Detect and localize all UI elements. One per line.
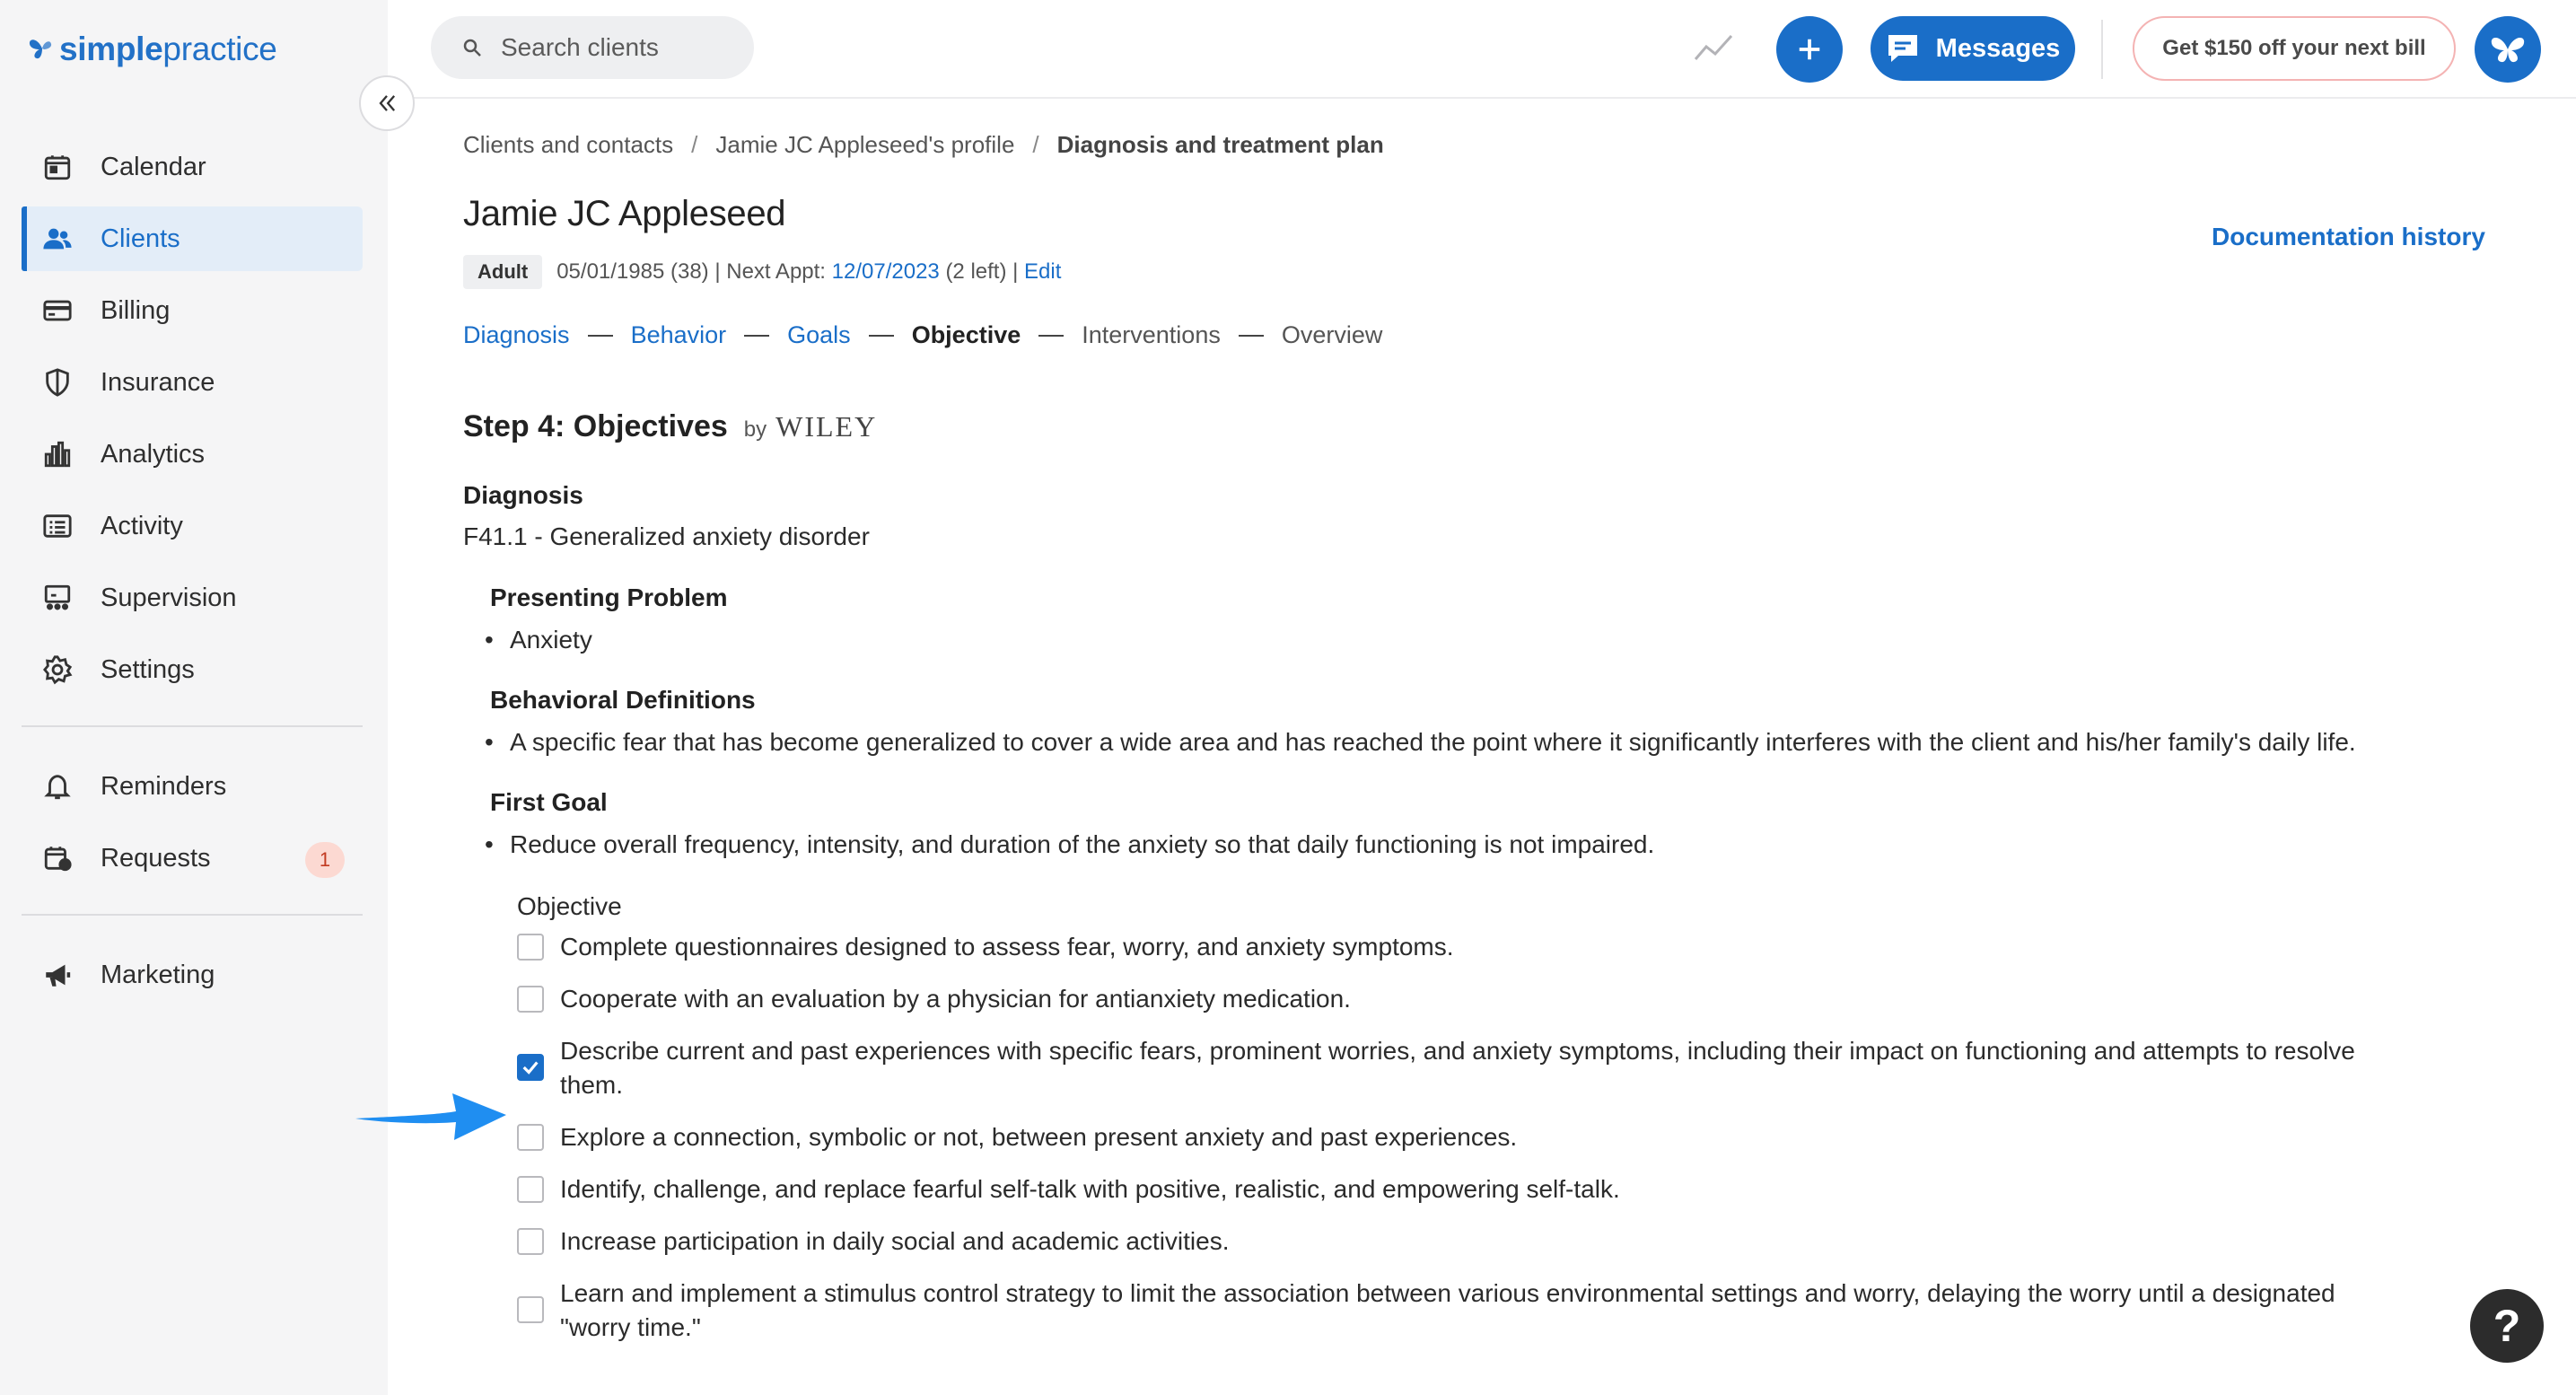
calendar-request-icon (41, 842, 74, 874)
list-item: • Anxiety (510, 623, 2465, 657)
list-item: • A specific fear that has become generalized to cover a wide area and has reached the point where it significantly interferes with the client and his/her family's daily life. (510, 725, 2449, 759)
appointments-remaining: (2 left) | (945, 259, 1019, 284)
objective-checkbox[interactable] (517, 1228, 544, 1255)
messages-label: Messages (1935, 33, 2061, 63)
publisher-logo: WILEY (775, 410, 878, 443)
behavioral-definitions-list (510, 725, 2449, 759)
presenting-problem-list (510, 623, 2465, 657)
requests-count-badge: 1 (305, 842, 345, 878)
bell-icon (41, 770, 74, 803)
credit-card-icon (41, 294, 74, 327)
objective-option-text: Increase participation in daily social and academic activities. (560, 1227, 1230, 1255)
breadcrumb-separator: / (691, 131, 698, 158)
sidebar-item-label: Clients (101, 224, 180, 253)
butterfly-logo-icon (27, 36, 57, 63)
sidebar-item-billing[interactable] (22, 278, 363, 343)
sidebar-item-label: Billing (101, 295, 171, 325)
sidebar-item-label: Supervision (101, 583, 237, 612)
plus-icon (1796, 36, 1823, 63)
sidebar-item-clients[interactable] (22, 206, 363, 271)
objective-option-text: Cooperate with an evaluation by a physician for antianxiety medication. (560, 985, 1351, 1013)
add-button[interactable] (1776, 16, 1843, 83)
promo-button[interactable]: Get $150 off your next bill (2133, 16, 2456, 81)
search-icon (461, 37, 483, 58)
step-separator (1038, 335, 1064, 337)
sidebar-item-label: Marketing (101, 960, 215, 989)
sidebar-item-requests[interactable] (22, 826, 363, 891)
objective-checkbox[interactable] (517, 1296, 544, 1323)
sidebar-item-activity[interactable] (22, 494, 363, 558)
step-goals[interactable]: Goals (787, 321, 851, 348)
sidebar-item-label: Insurance (101, 367, 215, 397)
breadcrumb-clients-link[interactable]: Clients and contacts (463, 131, 674, 158)
client-type-badge: Adult (463, 255, 542, 289)
breadcrumb-profile-link[interactable]: Jamie JC Appleseed's profile (715, 131, 1015, 158)
objective-option-text: Explore a connection, symbolic or not, between present anxiety and past experiences. (560, 1123, 1518, 1151)
objective-option-text: Describe current and past experiences with specific fears, prominent worries, and anxiety symptoms, including their impact on functioning and attempts to resolve them. (560, 1037, 2355, 1099)
first-goal-heading: First Goal (490, 788, 608, 816)
sidebar-divider (22, 914, 363, 916)
breadcrumb (463, 131, 1384, 159)
next-appointment-link[interactable]: 12/07/2023 (831, 259, 940, 284)
sidebar-item-label: Requests (101, 843, 211, 873)
step-separator (869, 335, 894, 337)
chat-bubble-icon (1886, 32, 1920, 65)
topbar-divider (2101, 20, 2103, 79)
step-separator (588, 335, 613, 337)
objective-label: Objective (517, 892, 622, 920)
diagnosis-value: F41.1 - Generalized anxiety disorder (463, 522, 870, 550)
objective-checkbox[interactable] (517, 1176, 544, 1203)
diagnosis-heading: Diagnosis (463, 481, 583, 509)
objective-option[interactable] (517, 982, 2465, 1016)
top-bar (388, 0, 2576, 99)
objective-option[interactable] (517, 1172, 2465, 1206)
documentation-history-link[interactable]: Documentation history (2212, 223, 2485, 250)
step-separator (1239, 335, 1264, 337)
gear-icon (41, 654, 74, 686)
objective-option-text: Identify, challenge, and replace fearful self-talk with positive, realistic, and empowering self-talk. (560, 1175, 1620, 1203)
step-diagnosis[interactable]: Diagnosis (463, 321, 570, 348)
objective-checkbox[interactable] (517, 934, 544, 961)
sidebar-item-settings[interactable] (22, 637, 363, 702)
sidebar-item-label: Activity (101, 511, 183, 540)
megaphone-icon (41, 959, 74, 991)
step-objective: Objective (911, 321, 1021, 348)
objective-option[interactable] (517, 1034, 2402, 1102)
section-title: Step 4: Objectives (463, 409, 728, 443)
logo-text: simplepractice (59, 31, 277, 67)
sidebar-item-analytics[interactable] (22, 422, 363, 487)
objective-option-text: Complete questionnaires designed to assess fear, worry, and anxiety symptoms. (560, 933, 1454, 961)
client-dob: 05/01/1985 (38) | Next Appt: (556, 259, 826, 284)
sidebar-item-label: Analytics (101, 439, 206, 469)
by-label: by (743, 417, 767, 442)
collapse-sidebar-button[interactable] (359, 75, 415, 131)
treatment-plan-content (463, 476, 2465, 1345)
sidebar (0, 0, 388, 1395)
sidebar-item-label: Settings (101, 654, 195, 684)
help-button[interactable]: ? (2470, 1289, 2544, 1363)
double-chevron-left-icon (374, 91, 399, 116)
sidebar-divider (22, 725, 363, 727)
objective-option[interactable] (517, 1224, 2465, 1259)
breadcrumb-separator: / (1032, 131, 1039, 158)
edit-client-link[interactable]: Edit (1024, 259, 1062, 284)
sidebar-item-reminders[interactable] (22, 754, 363, 819)
objective-option[interactable] (517, 1277, 2402, 1345)
messages-button[interactable] (1871, 16, 2075, 81)
objective-option[interactable] (517, 1120, 2465, 1154)
butterfly-avatar-icon (2487, 31, 2528, 67)
list-item: • Reduce overall frequency, intensity, and duration of the anxiety so that daily functioning is not impaired. (510, 828, 2465, 862)
sidebar-item-supervision[interactable] (22, 566, 363, 630)
search-box[interactable] (431, 16, 754, 79)
breadcrumb-current: Diagnosis and treatment plan (1056, 131, 1384, 158)
checkmark-icon (521, 1057, 540, 1077)
bar-chart-icon (41, 438, 74, 470)
sidebar-item-label: Calendar (101, 152, 206, 181)
trending-icon[interactable] (1694, 32, 1733, 63)
objective-checkbox-checked[interactable] (517, 1054, 544, 1081)
sidebar-item-insurance[interactable] (22, 350, 363, 415)
behavioral-definitions-heading: Behavioral Definitions (490, 686, 756, 714)
step-behavior[interactable]: Behavior (630, 321, 727, 348)
step-interventions: Interventions (1082, 321, 1221, 348)
calendar-icon (41, 151, 74, 183)
avatar[interactable] (2475, 16, 2541, 83)
page-title: Jamie JC Appleseed (463, 194, 786, 233)
objective-option-text: Learn and implement a stimulus control strategy to limit the association between various environmental settings and worry, delaying the worry until a designated "worry time." (560, 1279, 2335, 1341)
client-meta (463, 255, 1061, 289)
shield-icon (41, 366, 74, 399)
step-overview: Overview (1281, 321, 1383, 348)
plan-steps (463, 321, 1382, 349)
annotation-arrow-icon (355, 1088, 508, 1144)
list-icon (41, 510, 74, 542)
sidebar-nav (22, 135, 363, 1014)
step-separator (744, 335, 769, 337)
supervision-icon (41, 582, 74, 614)
sidebar-item-label: Reminders (101, 771, 227, 801)
section-heading (463, 409, 877, 444)
objective-checkbox[interactable] (517, 986, 544, 1013)
logo[interactable] (27, 27, 277, 72)
search-input[interactable] (501, 33, 734, 62)
first-goal-list (510, 828, 2465, 862)
presenting-problem-heading: Presenting Problem (490, 583, 728, 611)
sidebar-item-calendar[interactable] (22, 135, 363, 199)
sidebar-item-marketing[interactable] (22, 943, 363, 1007)
objective-option[interactable] (517, 930, 2465, 964)
objective-checkbox[interactable] (517, 1124, 544, 1151)
users-icon (41, 223, 74, 255)
